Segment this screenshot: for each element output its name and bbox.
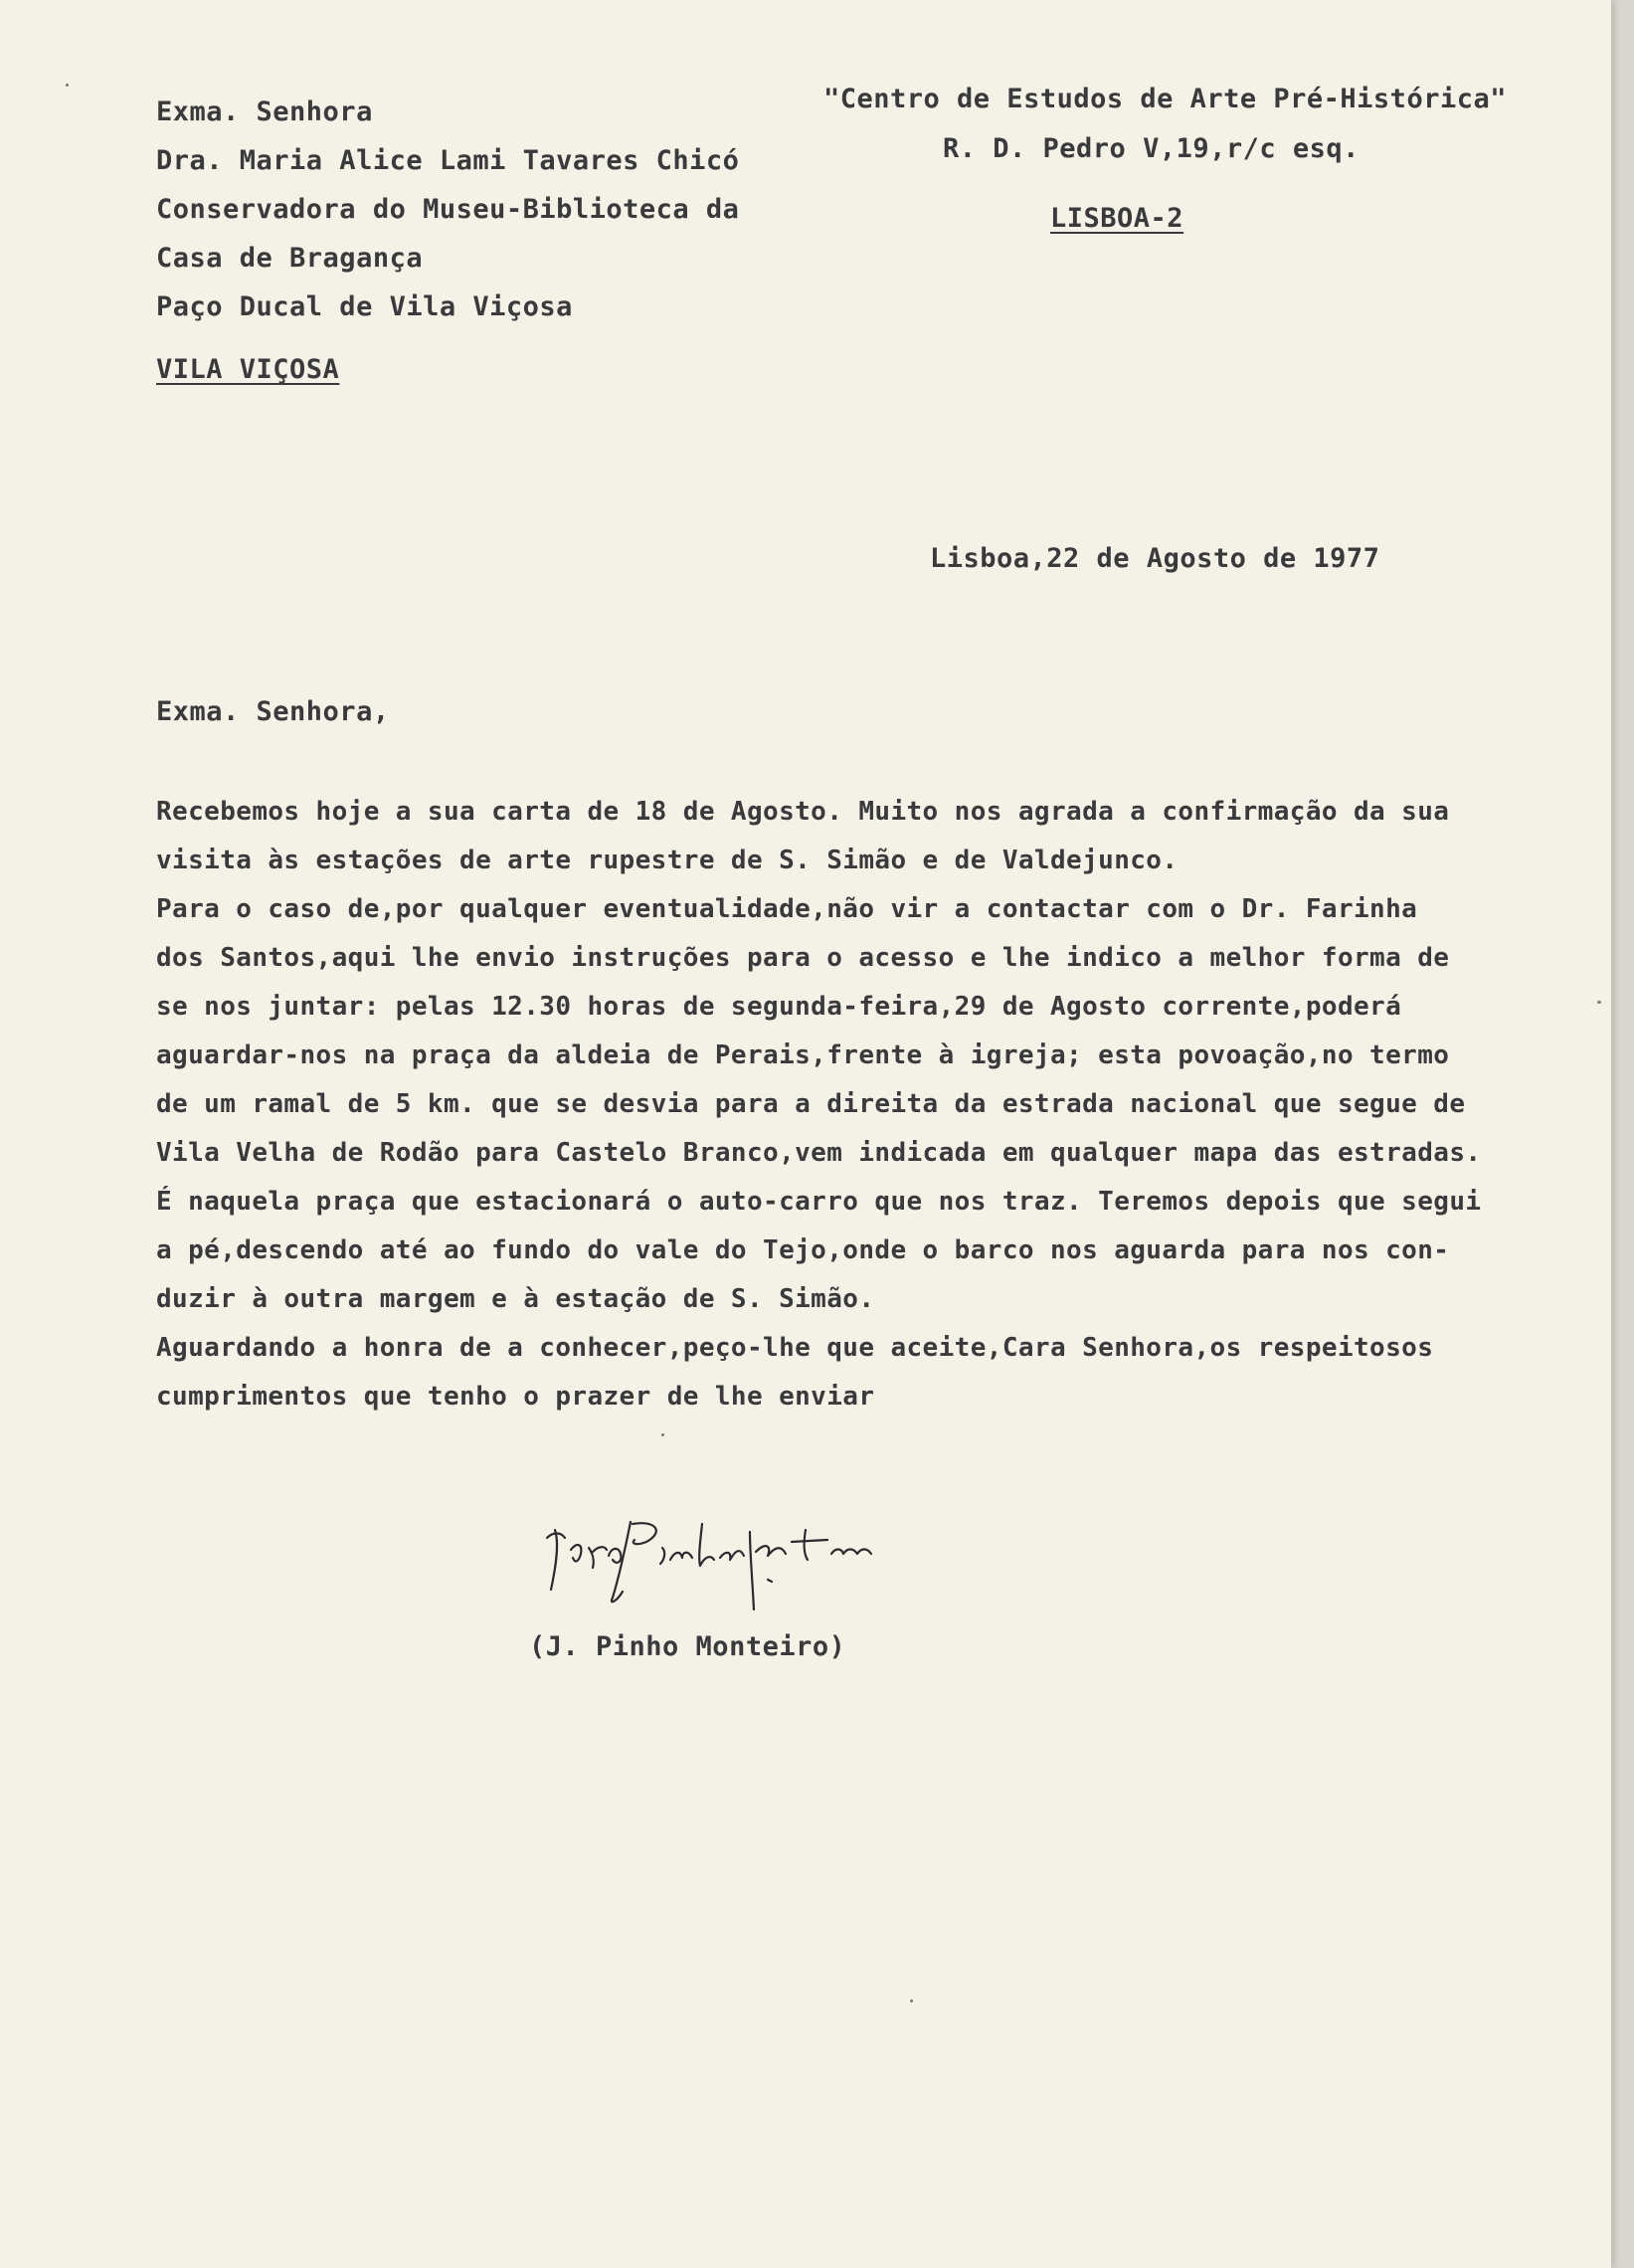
body-line: duzir à outra margem e à estação de S. Simão. (156, 1284, 875, 1314)
body-line: Vila Velha de Rodão para Castelo Branco,vem indicada em qualquer mapa das estradas. (156, 1138, 1482, 1168)
letter-date: Lisboa,22 de Agosto de 1977 (930, 543, 1380, 574)
body-line: visita às estações de arte rupestre de S. Simão e de Valdejunco. (156, 846, 1179, 875)
signer-name: (J. Pinho Monteiro) (529, 1631, 846, 1662)
recipient-line: Conservadora do Museu-Biblioteca da (156, 194, 740, 225)
paper-speck (910, 1999, 913, 2002)
body-line: a pé,descendo até ao fundo do vale do Tejo,onde o barco nos aguarda para nos con- (156, 1235, 1450, 1265)
recipient-city: VILA VIÇOSA (156, 354, 340, 385)
recipient-line: Paço Ducal de Vila Viçosa (156, 291, 573, 322)
handwritten-signature (537, 1502, 935, 1611)
letter-body (156, 788, 1481, 1421)
sender-address: R. D. Pedro V,19,r/c esq. (943, 133, 1360, 164)
body-line: Aguardando a honra de a conhecer,peço-lhe que aceite,Cara Senhora,os respeitosos (156, 1333, 1434, 1363)
body-line: aguardar-nos na praça da aldeia de Perais,frente à igreja; esta povoação,no termo (156, 1040, 1450, 1070)
body-line: cumprimentos que tenho o prazer de lhe enviar (156, 1382, 875, 1412)
paper-speck (66, 84, 69, 87)
recipient-line: Dra. Maria Alice Lami Tavares Chicó (156, 145, 740, 176)
sender-name: "Centro de Estudos de Arte Pré-Histórica" (823, 84, 1507, 114)
body-line: de um ramal de 5 km. que se desvia para a direita da estrada nacional que segue de (156, 1089, 1466, 1119)
body-line: dos Santos,aqui lhe envio instruções para o acesso e lhe indico a melhor forma de (156, 943, 1450, 973)
paper-speck (1597, 1001, 1601, 1004)
paper-speck (661, 1433, 664, 1436)
sender-city: LISBOA-2 (1050, 203, 1184, 234)
body-line: Recebemos hoje a sua carta de 18 de Agosto. Muito nos agrada a confirmação da sua (156, 797, 1450, 827)
recipient-line: Casa de Bragança (156, 243, 424, 274)
recipient-block (156, 88, 739, 331)
salutation: Exma. Senhora, (156, 696, 390, 727)
body-line: É naquela praça que estacionará o auto-carro que nos traz. Teremos depois que segui (156, 1187, 1482, 1217)
body-line: se nos juntar: pelas 12.30 horas de segunda-feira,29 de Agosto corrente,poderá (156, 992, 1402, 1022)
body-line: Para o caso de,por qualquer eventualidade,não vir a contactar com o Dr. Farinha (156, 894, 1418, 924)
recipient-line: Exma. Senhora (156, 96, 373, 127)
